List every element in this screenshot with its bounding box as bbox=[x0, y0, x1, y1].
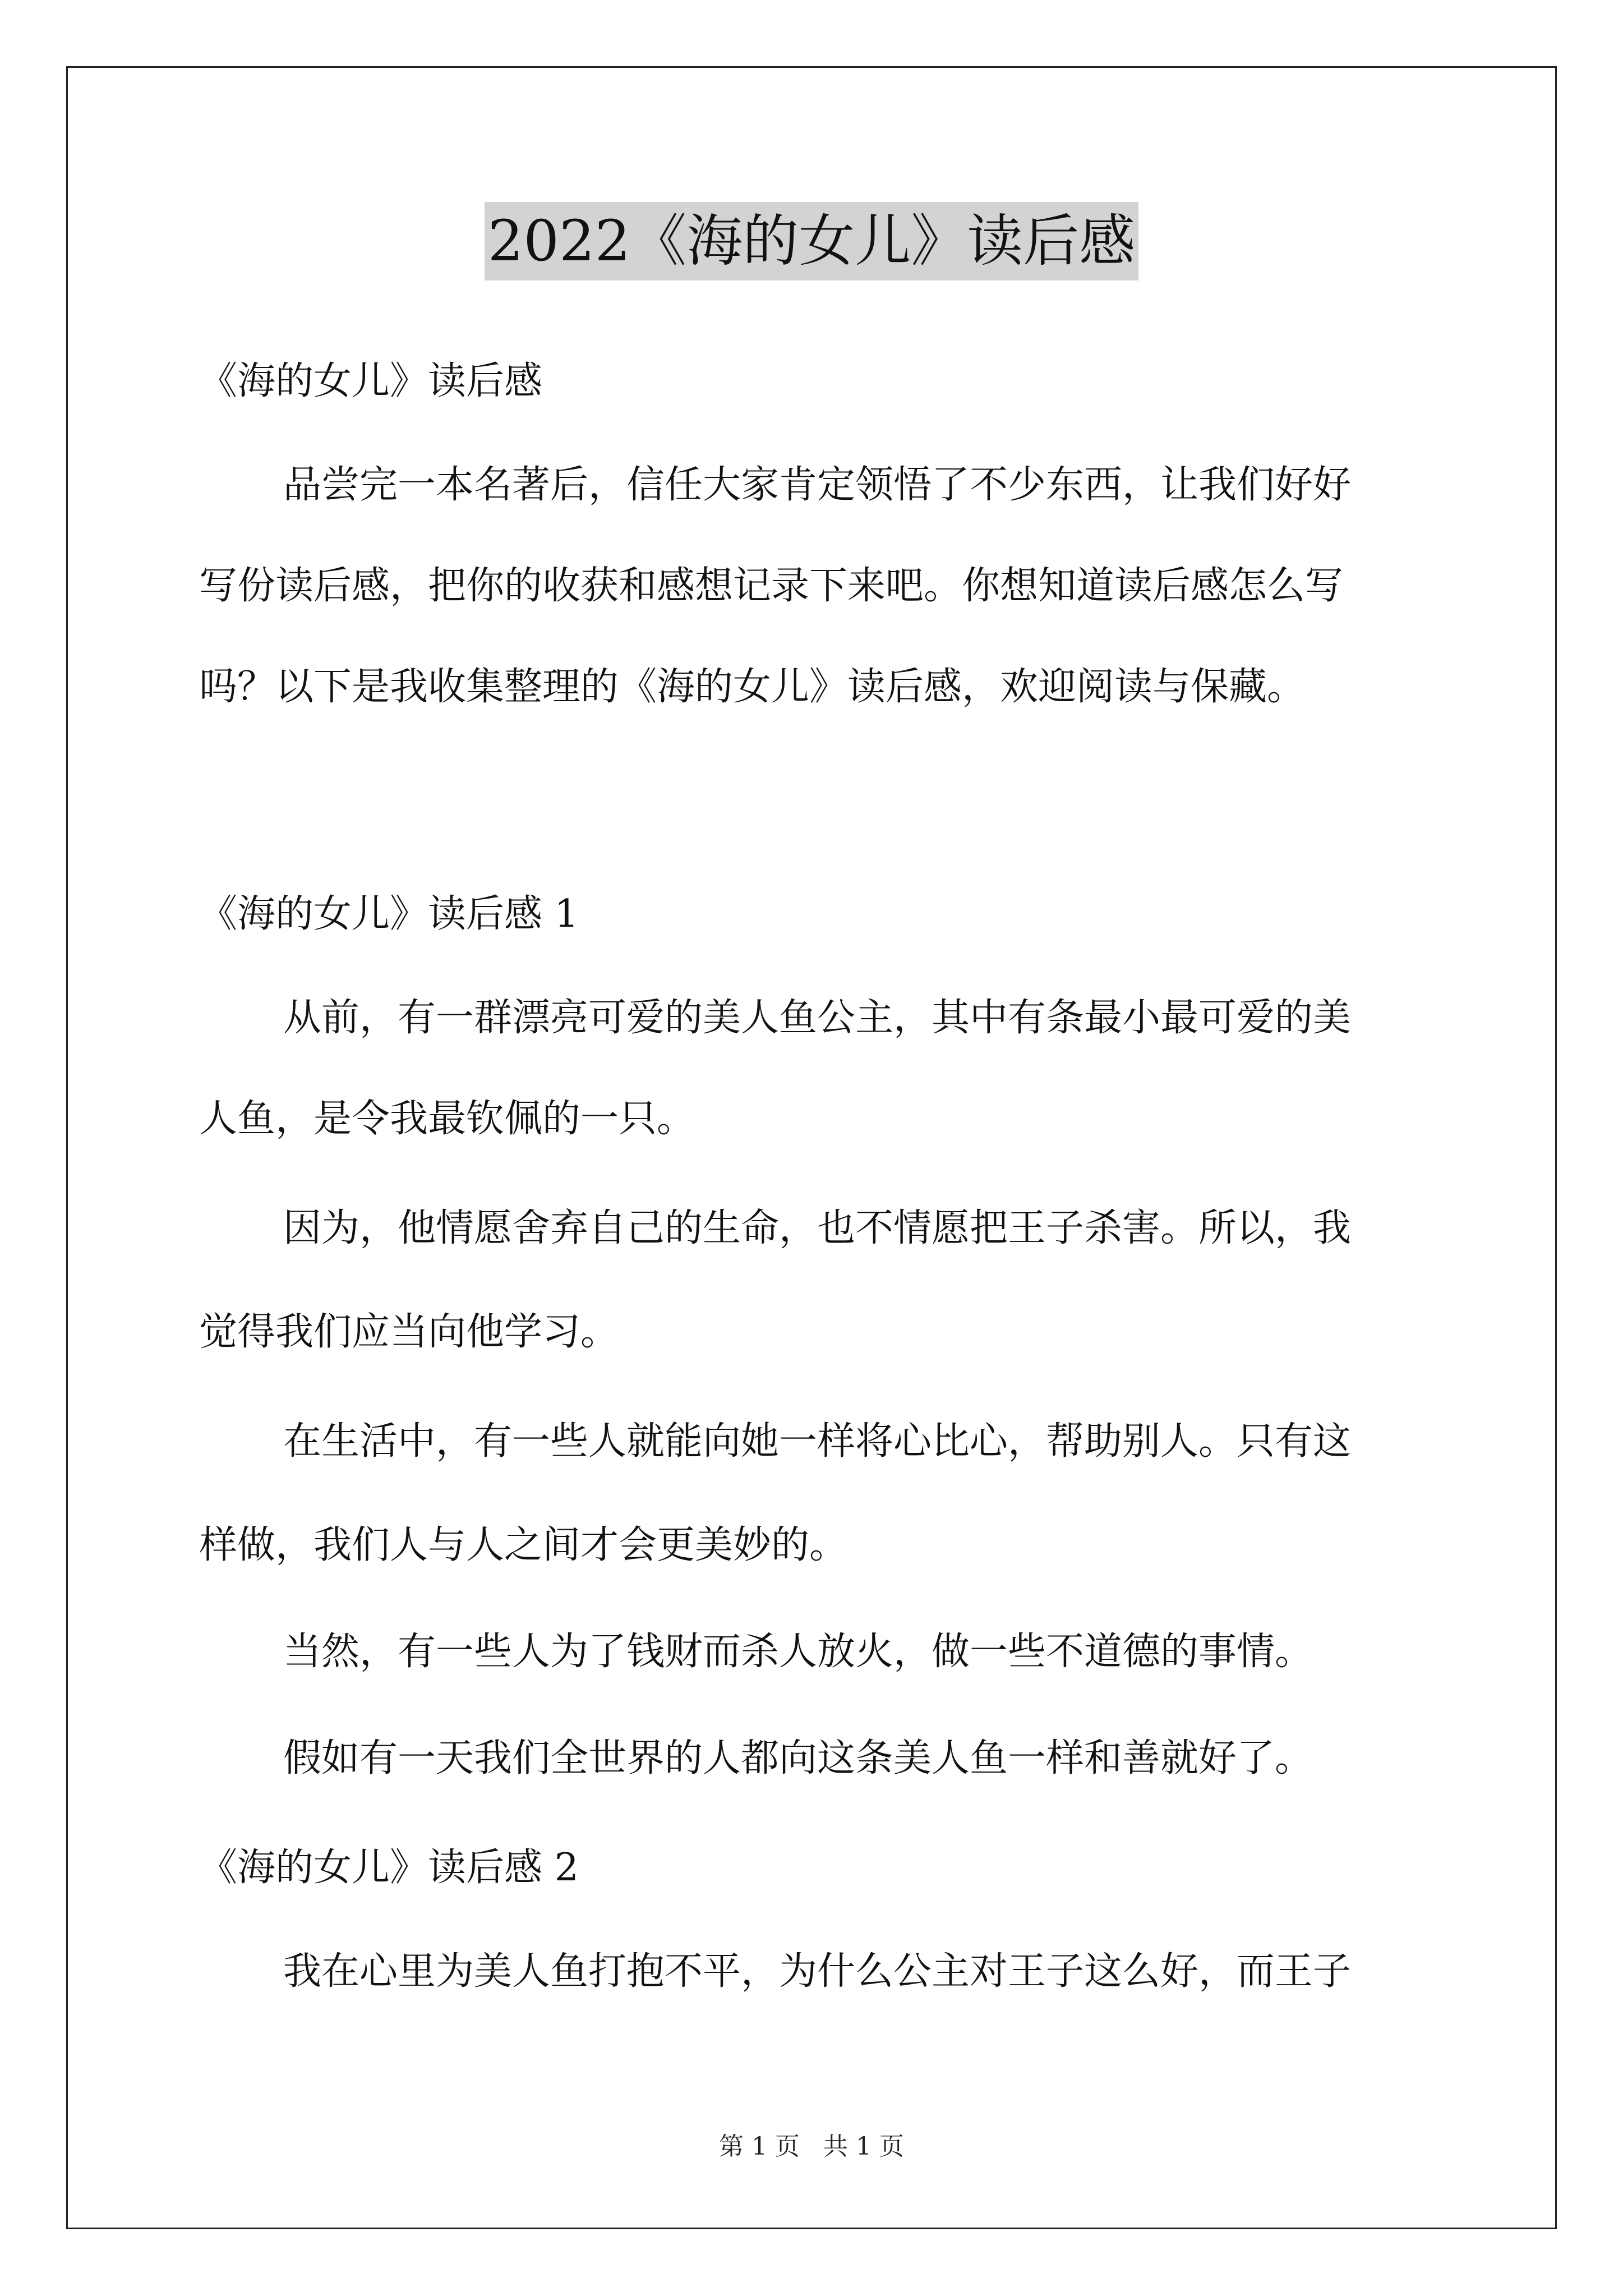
paragraph-line: 品尝完一本名著后，信任大家肯定领悟了不少东西，让我们好好 bbox=[283, 463, 1352, 507]
paragraph-line: 样做，我们人与人之间才会更美妙的。 bbox=[199, 1523, 848, 1567]
paragraph-line: 觉得我们应当向他学习。 bbox=[199, 1310, 619, 1354]
paragraph-line: 在生活中，有一些人就能向她一样将心比心，帮助别人。只有这 bbox=[283, 1419, 1352, 1464]
paragraph-line: 假如有一天我们全世界的人都向这条美人鱼一样和善就好了。 bbox=[283, 1736, 1313, 1780]
section-heading: 《海的女儿》读后感 2 bbox=[199, 1846, 579, 1890]
paragraph-line: 因为，他情愿舍弃自己的生命，也不情愿把王子杀害。所以，我 bbox=[283, 1206, 1352, 1250]
document-title: 2022《海的女儿》读后感 bbox=[485, 202, 1139, 280]
section-heading: 《海的女儿》读后感 1 bbox=[199, 892, 579, 936]
paragraph-line: 我在心里为美人鱼打抱不平，为什么公主对王子这么好，而王子 bbox=[283, 1949, 1352, 1994]
paragraph-line: 吗？以下是我收集整理的《海的女儿》读后感，欢迎阅读与保藏。 bbox=[199, 665, 1306, 709]
title-container bbox=[0, 202, 1623, 280]
page-number: 第 1 页 bbox=[719, 2132, 800, 2161]
main-heading: 《海的女儿》读后感 bbox=[199, 359, 543, 403]
paragraph-line: 人鱼，是令我最钦佩的一只。 bbox=[199, 1097, 695, 1141]
paragraph-line: 写份读后感，把你的收获和感想记录下来吧。你想知道读后感怎么写 bbox=[199, 564, 1344, 608]
paragraph-line: 从前，有一群漂亮可爱的美人鱼公主，其中有条最小最可爱的美 bbox=[283, 996, 1352, 1040]
page-footer bbox=[0, 2126, 1623, 2162]
paragraph-line: 当然，有一些人为了钱财而杀人放火，做一些不道德的事情。 bbox=[283, 1630, 1313, 1674]
page-total: 共 1 页 bbox=[823, 2132, 904, 2161]
